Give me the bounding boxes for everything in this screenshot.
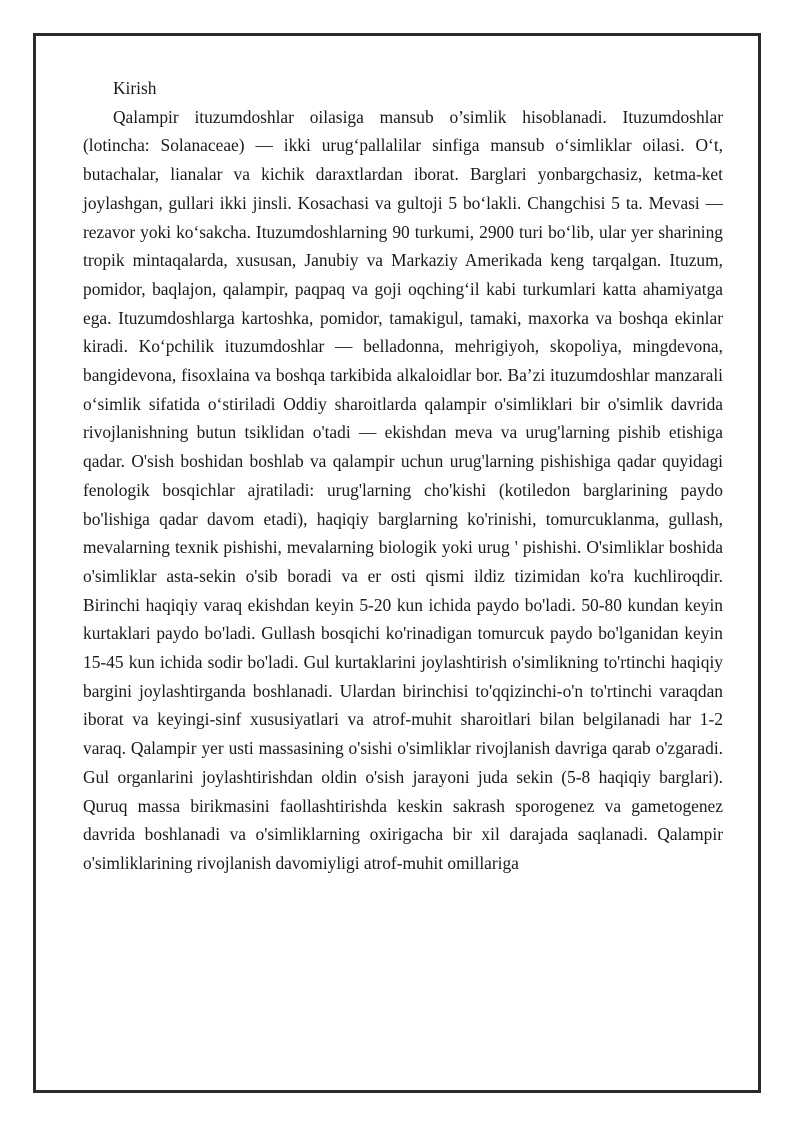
section-heading: Kirish [113,78,157,98]
document-body [83,74,723,878]
body-paragraph: Qalampir ituzumdoshlar oilasiga mansub o’simlik hisoblanadi. Ituzumdoshlar (lotincha: Solanaceae) — ikki urug‘pallalilar sinfiga mansub o‘simliklar oilasi. O‘t, butachalar, lianalar va kichik daraxtlardan iborat. Barglari yonbargchasiz, ketma-ket joylashgan, gullari ikki jinsli. Kosachasi va gultoji 5 bo‘lakli. Changchisi 5 ta. Mevasi — rezavor yoki ko‘sakcha. Ituzumdoshlarning 90 turkumi, 2900 turi bo‘lib, ular yer sharining tropik mintaqalarda, xususan, Janubiy va Markaziy Amerikada keng tarqalgan. Ituzum, pomidor, baqlajon, qalampir, paqpaq va goji oqching‘il kabi turkumlari katta ahamiyatga ega. Ituzumdoshlarga kartoshka, pomidor, tamakigul, tamaki, maxorka va boshqa ekinlar kiradi. Ko‘pchilik ituzumdoshlar — belladonna, mehrigiyoh, skopoliya, mingdevona, bangidevona, fisoxlaina va boshqa tarkibida alkaloidlar bor. Ba’zi ituzumdoshlar manzarali o‘simlik sifatida o‘stiriladi Oddiy sharoitlarda qalampir o'simliklari bir o'simlik davrida rivojlanishning butun tsiklidan o'tadi — ekishdan meva va urug'larning pishib etishiga qadar. O'sish boshidan boshlab va qalampir uchun urug'larning pishishiga qadar quyidagi fenologik bosqichlar ajratiladi: urug'larning cho'kishi (kotiledon barglarining paydo bo'lishiga qadar davom etadi), haqiqiy barglarning ko'rinishi, tomurcuklanma, gullash, mevalarning texnik pishishi, mevalarning biologik yoki urug ' pishishi. O'simliklar boshida o'simliklar asta-sekin o'sib boradi va er osti qismi ildiz tizimidan ko'ra kuchliroqdir. Birinchi haqiqiy varaq ekishdan keyin 5-20 kun ichida paydo bo'ladi. 50-80 kundan keyin kurtaklari paydo bo'ladi. Gullash bosqichi ko'rinadigan tomurcuk paydo bo'lganidan keyin 15-45 kun ichida sodir bo'ladi. Gul kurtaklarini joylashtirish o'simlikning to'rtinchi haqiqiy bargini joylashtirganda boshlanadi. Ulardan birinchisi to'qqizinchi-o'n to'rtinchi varaqdan iborat va keyingi-sinf xususiyatlari va atrof-muhit sharoitlari bilan belgilanadi har 1-2 varaq. Qalampir yer usti massasining o'sishi o'simliklar rivojlanish davriga qarab o'zgaradi. Gul organlarini joylashtirishdan oldin o'sish jarayoni juda sekin (5-8 haqiqiy barglari). Quruq massa birikmasini faollashtirishda keskin sakrash sporogenez va gametogenez davrida boshlanadi va o'simliklarning oxirigacha bir xil darajada saqlanadi. Qalampir o'simliklarining rivojlanish davomiyligi atrof-muhit omillariga [83,106,723,873]
